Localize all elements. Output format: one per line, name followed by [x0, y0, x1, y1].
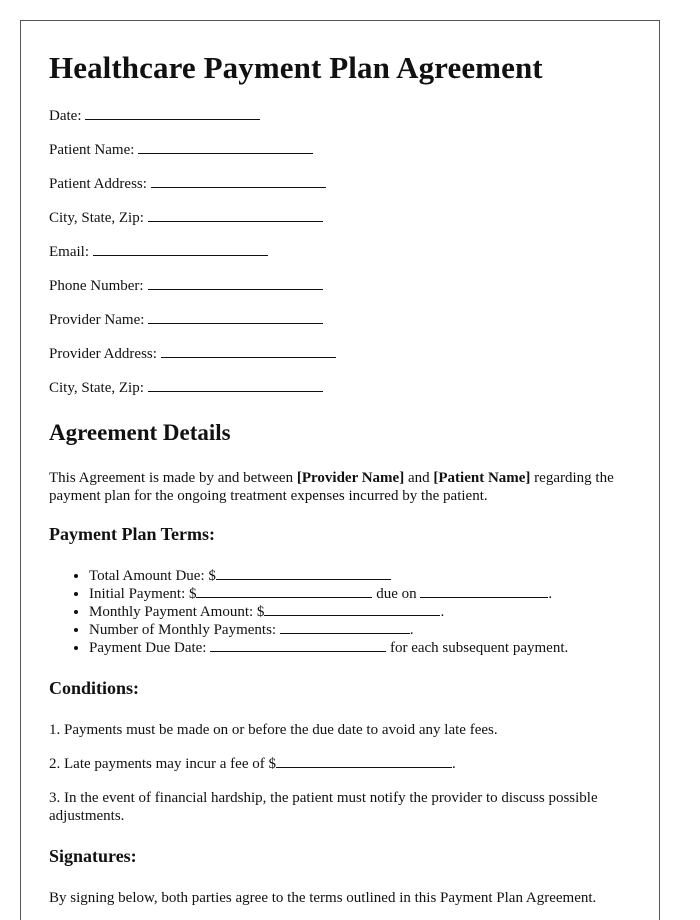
due-date-label: Payment Due Date:	[89, 640, 211, 656]
signatures-heading: Signatures:	[49, 846, 137, 866]
initial-payment-blank[interactable]	[196, 585, 372, 598]
condition-1: 1. Payments must be made on or before the due date to avoid any late fees.	[49, 722, 498, 738]
patient-city-state-zip-label: City, State, Zip:	[49, 210, 144, 226]
patient-address-field	[49, 175, 631, 193]
phone-number-label: Phone Number:	[49, 278, 144, 294]
payment-terms-list	[49, 567, 631, 657]
date-blank[interactable]	[85, 107, 260, 120]
list-item	[89, 621, 631, 639]
agreement-text-part2: and	[404, 470, 434, 486]
num-payments-period: .	[409, 622, 414, 638]
phone-number-field	[49, 277, 631, 295]
monthly-amount-period: .	[440, 604, 445, 620]
list-item	[89, 567, 631, 585]
list-item	[89, 603, 631, 621]
provider-city-state-zip-label: City, State, Zip:	[49, 380, 144, 396]
email-blank[interactable]	[93, 243, 268, 256]
email-label: Email:	[49, 244, 89, 260]
patient-name-blank[interactable]	[138, 141, 313, 154]
agreement-text	[49, 469, 631, 505]
condition-3: 3. In the event of financial hardship, the patient must notify the provider to discuss possible adjustments.	[49, 790, 598, 824]
provider-address-label: Provider Address:	[49, 346, 157, 362]
provider-name-label: Provider Name:	[49, 312, 145, 328]
due-date-blank[interactable]	[210, 639, 386, 652]
document-title: Healthcare Payment Plan Agreement	[49, 50, 543, 85]
list-item	[89, 585, 631, 603]
signatures-text: By signing below, both parties agree to the terms outlined in this Payment Plan Agreement.	[49, 890, 597, 906]
late-fee-blank[interactable]	[276, 755, 452, 768]
provider-address-blank[interactable]	[161, 345, 336, 358]
payment-plan-terms-heading: Payment Plan Terms:	[49, 524, 215, 544]
provider-name-field	[49, 311, 631, 329]
total-amount-blank[interactable]	[216, 567, 391, 580]
initial-due-date-blank[interactable]	[420, 585, 548, 598]
email-field	[49, 243, 631, 261]
monthly-amount-blank[interactable]	[264, 603, 440, 616]
list-item	[89, 639, 631, 657]
date-field	[49, 107, 631, 125]
num-payments-label: Number of Monthly Payments:	[89, 622, 280, 638]
provider-city-state-zip-field	[49, 379, 631, 397]
due-date-suffix: for each subsequent payment.	[386, 640, 569, 656]
patient-address-label: Patient Address:	[49, 176, 147, 192]
initial-payment-label: Initial Payment: $	[89, 586, 197, 602]
patient-city-state-zip-blank[interactable]	[148, 209, 323, 222]
monthly-amount-label: Monthly Payment Amount: $	[89, 604, 265, 620]
provider-address-field	[49, 345, 631, 363]
agreement-details-heading: Agreement Details	[49, 420, 231, 445]
initial-period: .	[548, 586, 553, 602]
phone-number-blank[interactable]	[148, 277, 323, 290]
agreement-text-part1: This Agreement is made by and between	[49, 470, 297, 486]
num-payments-blank[interactable]	[280, 621, 410, 634]
condition-2-label: 2. Late payments may incur a fee of $	[49, 756, 276, 772]
patient-name-label: Patient Name:	[49, 142, 135, 158]
agreement-document	[20, 20, 660, 920]
provider-name-blank[interactable]	[148, 311, 323, 324]
condition-2	[49, 755, 631, 773]
date-label: Date:	[49, 108, 82, 124]
patient-name-field	[49, 141, 631, 159]
total-amount-label: Total Amount Due: $	[89, 568, 216, 584]
initial-due-on-label: due on	[372, 586, 421, 602]
patient-address-blank[interactable]	[151, 175, 326, 188]
provider-city-state-zip-blank[interactable]	[148, 379, 323, 392]
patient-name-placeholder: [Patient Name]	[433, 470, 531, 486]
condition-2-period: .	[452, 756, 456, 772]
patient-city-state-zip-field	[49, 209, 631, 227]
agreement-text-part3: regarding the payment plan for the ongoing treatment expenses incurred by the patient.	[49, 470, 614, 504]
provider-name-placeholder: [Provider Name]	[296, 470, 405, 486]
conditions-heading: Conditions:	[49, 678, 140, 698]
